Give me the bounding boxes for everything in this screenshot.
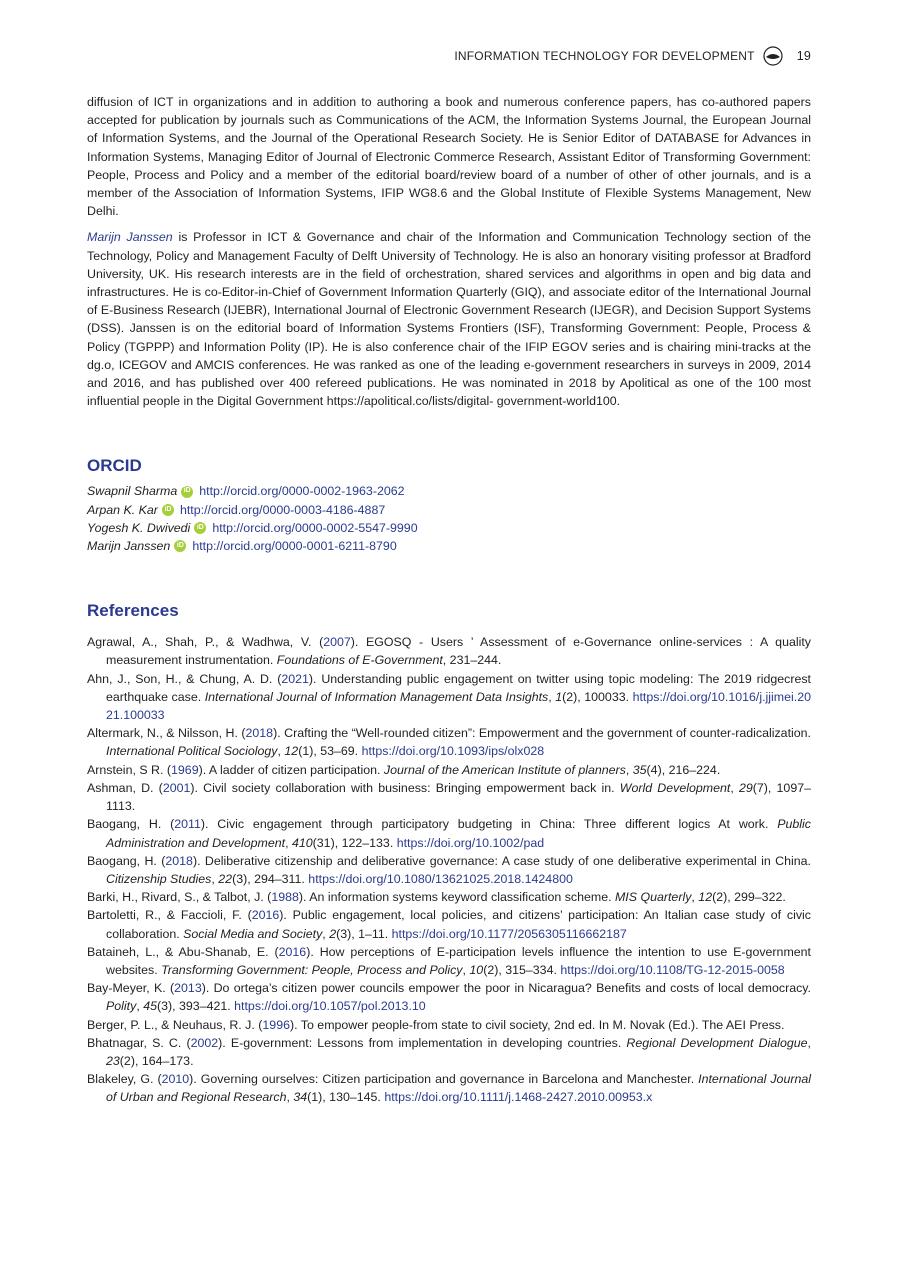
reference-title: ). Understanding public engagement on twitter using topic modeling: The 2019 ridgecrest earthquake case. bbox=[106, 671, 811, 704]
reference-volume: 22 bbox=[218, 871, 233, 886]
reference-year-link[interactable]: 2002 bbox=[190, 1035, 219, 1050]
reference-volume: 29 bbox=[738, 780, 753, 795]
reference-authors: Baogang, H. ( bbox=[87, 817, 175, 832]
reference-volume: 35 bbox=[632, 762, 647, 777]
reference-authors: Ahn, J., Son, H., & Chung, A. D. ( bbox=[87, 671, 282, 686]
reference-item: Ahn, J., Son, H., & Chung, A. D. (2021). Understanding public engagement on twitter using topic modeling: The 2019 ridgecrest earthquake case. International Journal of Information Management Data Insights, 1(2), 100033. https://doi.org/10.1016/j.jjimei.2021.100033 bbox=[87, 671, 811, 723]
reference-authors: Bay-Meyer, K. ( bbox=[87, 981, 175, 996]
reference-year-link[interactable]: 1996 bbox=[262, 1017, 290, 1032]
reference-title: ). Civic engagement through participatory budgeting in China: Three different logics At work. bbox=[200, 817, 778, 832]
reference-item: Bay-Meyer, K. (2013). Do ortega’s citizen power councils empower the poor in Nicaragua? Benefits and costs of local democracy. Polity, 45(3), 393–421. https://doi.org/10.1057/pol.2013.10 bbox=[87, 981, 811, 1014]
orcid-entry bbox=[87, 482, 811, 500]
references-list bbox=[87, 633, 811, 1106]
reference-volume: 12 bbox=[284, 744, 299, 759]
reference-venue: Foundations of E-Government bbox=[276, 653, 443, 668]
orcid-author-name: Arpan K. Kar bbox=[87, 502, 158, 517]
reference-authors: Blakeley, G. ( bbox=[87, 1072, 162, 1087]
orcid-entry bbox=[87, 501, 811, 519]
reference-venue: Citizenship Studies bbox=[106, 871, 212, 886]
author-name-link[interactable]: Marijn Janssen bbox=[87, 230, 173, 245]
bio-janssen-text: is Professor in ICT & Governance and chair of the Information and Communication Technology section of the Technology, Policy and Management Faculty of Delft University of Technology. He is also an honorary visiting professor at Bradford University, UK. His research interests are in the field of orchestration, shared services and algorithms in open and big data and infrastructures. He is co-Editor-in-Chief of Government Information Quarterly (GIQ), and associate editor of the International Journal of E-Business Research (IJEBR), International Journal of Electronic Government Research (IJEGR), and Decision Support Systems (DSS). Janssen is on the editorial board of Information Systems Frontiers (ISF), Transforming Government: People, Process & Policy (TGPPP) and Information Polity (IP). He is also conference chair of the IFIP EGOV series and is chairing mini-tracks at the dg.o, ICEGOV and AMCIS conferences. He was ranked as one of the leading e-government researchers in surveys in 2009, 2014 and 2016, and has published over 400 refereed publications. He was nominated in 2018 by Apolitical as one of the 100 most influential people in the Digital Government https://apolitical.co/lists/digital- government-world100. bbox=[87, 230, 811, 409]
reference-authors: Altermark, N., & Nilsson, H. ( bbox=[87, 726, 246, 741]
reference-authors: Arnstein, S R. ( bbox=[87, 762, 172, 777]
reference-title: ). E-government: Lessons from implementation in developing countries. bbox=[218, 1035, 627, 1050]
journal-logo-icon bbox=[763, 46, 783, 66]
reference-details: (2), 315–334. bbox=[483, 962, 561, 977]
reference-year-link[interactable]: 2018 bbox=[245, 726, 274, 741]
orcid-author-name: Swapnil Sharma bbox=[87, 484, 178, 499]
reference-volume: 12 bbox=[698, 890, 713, 905]
orcid-heading: ORCID bbox=[87, 456, 142, 476]
reference-details: (2), 100033. bbox=[562, 689, 633, 704]
reference-item bbox=[87, 633, 811, 669]
reference-venue: Public Administration and Development bbox=[106, 817, 811, 850]
reference-doi-link[interactable]: https://doi.org/10.1002/pad bbox=[396, 835, 545, 850]
reference-doi-link[interactable]: https://doi.org/10.1177/2056305116662187 bbox=[391, 926, 627, 941]
reference-authors: Agrawal, A., Shah, P., & Wadhwa, V. ( bbox=[87, 635, 324, 650]
reference-year-link[interactable]: 2001 bbox=[162, 780, 191, 795]
page-number: 19 bbox=[796, 49, 811, 63]
reference-venue: International Political Sociology bbox=[106, 744, 278, 759]
reference-volume: 410 bbox=[291, 835, 313, 850]
reference-venue: MIS Quarterly bbox=[614, 890, 692, 905]
main-content bbox=[87, 93, 811, 1107]
reference-title: ). How perceptions of E-participation levels influence the intention to use E-government websites. bbox=[106, 944, 811, 977]
reference-authors: Bhatnagar, S. C. ( bbox=[87, 1035, 191, 1050]
orcid-entry bbox=[87, 537, 811, 555]
bio-continued-paragraph: diffusion of ICT in organizations and in addition to authoring a book and numerous conference papers, has co-authored papers accepted for publication by journals such as Communications of the ACM, the Information Systems Journal, the European Journal of Information Systems, and the Journal of the Operational Research Society. He is Senior Editor of DATABASE for Advances in Information Systems, Managing Editor of Journal of Electronic Commerce Research, Assistant Editor of Transforming Government: People, Process and Policy and a member of the editorial board/review board of a number of other of other journals, and is a member of the Association of Information Systems, IFIP WG8.6 and the Global Institute of Flexible Systems Management, New Delhi. bbox=[87, 95, 811, 219]
reference-venue: International Journal of Urban and Regional Research bbox=[106, 1072, 811, 1105]
reference-item: Bataineh, L., & Abu-Shanab, E. (2016). How perceptions of E-participation levels influence the intention to use E-government websites. Transforming Government: People, Process and Policy, 10(2), 315–334. https://doi.org/10.1108/TG-12-2015-0058 bbox=[87, 944, 811, 977]
reference-details: (2), 299–322. bbox=[712, 890, 786, 905]
references-heading: References bbox=[87, 601, 179, 621]
reference-details: (1), 130–145. bbox=[307, 1090, 385, 1105]
reference-authors: Bartoletti, R., & Faccioli, F. ( bbox=[87, 908, 252, 923]
reference-doi-link[interactable]: https://doi.org/10.1093/ips/olx028 bbox=[361, 744, 545, 759]
reference-details: , 231–244. bbox=[442, 653, 502, 668]
journal-title: INFORMATION TECHNOLOGY FOR DEVELOPMENT bbox=[454, 49, 755, 63]
reference-year-link[interactable]: 1988 bbox=[271, 890, 299, 905]
reference-details: (3), 393–421. bbox=[157, 999, 235, 1014]
reference-item: Ashman, D. (2001). Civil society collaboration with business: Bringing empowerment back in. World Development, 29(7), 1097–1113. bbox=[87, 780, 811, 814]
orcid-icon[interactable]: iD bbox=[162, 504, 174, 516]
bio-janssen-paragraph bbox=[87, 228, 811, 410]
reference-year-link[interactable]: 2016 bbox=[251, 908, 280, 923]
reference-title: ). EGOSQ - Users ’ Assessment of e-Governance online-services : A quality measurement instrumentation. bbox=[106, 635, 811, 668]
reference-title: ). Public engagement, local policies, and citizens’ participation: An Italian case study of civic collaboration. bbox=[106, 908, 812, 941]
reference-title: ). Crafting the “Well-rounded citizen”: Empowerment and the government of counter-radicalization. bbox=[273, 726, 811, 741]
reference-venue: Journal of the American Institute of planners bbox=[383, 762, 626, 777]
reference-volume: 23 bbox=[106, 1053, 120, 1068]
reference-venue: World Development bbox=[619, 780, 731, 795]
reference-item: Blakeley, G. (2010). Governing ourselves: Citizen participation and governance in Barcelona and Manchester. International Journal of Urban and Regional Research, 34(1), 130–145. https://doi.org/10.1111/j.1468-2427.2010.00953.x bbox=[87, 1072, 811, 1105]
reference-doi-link[interactable]: https://doi.org/10.1111/j.1468-2427.2010.00953.x bbox=[384, 1090, 653, 1105]
reference-title: ). A ladder of citizen participation. bbox=[198, 762, 384, 777]
reference-authors: Barki, H., Rivard, S., & Talbot, J. ( bbox=[87, 890, 272, 905]
orcid-icon[interactable]: iD bbox=[174, 540, 186, 552]
reference-details: (31), 122–133. bbox=[312, 835, 397, 850]
reference-year-link[interactable]: 1969 bbox=[171, 762, 199, 777]
reference-year-link[interactable]: 2013 bbox=[174, 981, 202, 996]
reference-authors: Baogang, H. ( bbox=[87, 853, 166, 868]
reference-volume: 1 bbox=[555, 689, 563, 704]
reference-item bbox=[87, 1016, 811, 1034]
reference-details: (4), 216–224. bbox=[646, 762, 721, 777]
reference-year-link[interactable]: 2011 bbox=[174, 817, 201, 832]
reference-details: (7), 1097–1113. bbox=[106, 780, 811, 814]
reference-title: ). An information systems keyword classification scheme. bbox=[298, 890, 615, 905]
reference-title: ). Governing ourselves: Citizen participation and governance in Barcelona and Manchester. bbox=[189, 1072, 699, 1087]
orcid-list bbox=[87, 482, 811, 555]
reference-volume: 45 bbox=[143, 999, 157, 1014]
orcid-author-name: Marijn Janssen bbox=[87, 539, 171, 554]
reference-volume: 2 bbox=[329, 926, 337, 941]
reference-doi-link[interactable]: https://doi.org/10.1016/j.jjimei.2021.100033 bbox=[106, 689, 811, 723]
reference-title: ). To empower people-from state to civil society, 2nd ed. In M. Novak (Ed.). The AEI Press. bbox=[289, 1017, 785, 1032]
reference-venue: Social Media and Society bbox=[183, 926, 323, 941]
reference-venue: Polity bbox=[106, 999, 137, 1014]
reference-title: ). Do ortega’s citizen power councils empower the poor in Nicaragua? Benefits and costs of local democracy. bbox=[201, 981, 811, 996]
reference-venue: International Journal of Information Management Data Insights bbox=[204, 689, 549, 704]
reference-year-link[interactable]: 2018 bbox=[165, 853, 193, 868]
reference-venue: Transforming Government: People, Process and Policy bbox=[161, 962, 463, 977]
reference-item: Altermark, N., & Nilsson, H. (2018). Crafting the “Well-rounded citizen”: Empowerment and the government of counter-radicalization. International Political Sociology, 12(1), 53–69. https://doi.org/10.1093/ips/olx028 bbox=[87, 726, 811, 759]
reference-details: (1), 53–69. bbox=[298, 744, 362, 759]
reference-year-link[interactable]: 2021 bbox=[281, 671, 309, 686]
reference-item: Baogang, H. (2011). Civic engagement through participatory budgeting in China: Three different logics At work. Public Administration and Development, 410(31), 122–133. https://doi.org/10.1002/pad bbox=[87, 817, 811, 850]
reference-authors: Ashman, D. ( bbox=[87, 780, 163, 795]
reference-volume: 34 bbox=[293, 1090, 308, 1105]
orcid-link[interactable]: http://orcid.org/0000-0002-5547-9990 bbox=[212, 520, 418, 535]
orcid-icon[interactable]: iD bbox=[181, 486, 193, 498]
orcid-author-name: Yogesh K. Dwivedi bbox=[87, 520, 191, 535]
reference-item: Bhatnagar, S. C. (2002). E-government: Lessons from implementation in developing countries. Regional Development Dialogue, 23(2), 164–173. bbox=[87, 1035, 811, 1068]
reference-details: (3), 294–311. bbox=[232, 871, 309, 886]
reference-title: ). Civil society collaboration with business: Bringing empowerment back in. bbox=[190, 780, 620, 795]
reference-year-link[interactable]: 2010 bbox=[161, 1072, 190, 1087]
reference-doi-link[interactable]: https://doi.org/10.1080/13621025.2018.1424800 bbox=[308, 871, 573, 886]
reference-authors: Berger, P. L., & Neuhaus, R. J. ( bbox=[87, 1017, 263, 1032]
reference-venue: Regional Development Dialogue bbox=[626, 1035, 808, 1050]
running-head bbox=[454, 46, 811, 66]
reference-details: (2), 164–173. bbox=[119, 1053, 194, 1068]
orcid-link[interactable]: http://orcid.org/0000-0001-6211-8790 bbox=[192, 539, 397, 554]
reference-doi-link[interactable]: https://doi.org/10.1057/pol.2013.10 bbox=[234, 999, 426, 1014]
reference-item: Bartoletti, R., & Faccioli, F. (2016). Public engagement, local policies, and citizens’ participation: An Italian case study of civic collaboration. Social Media and Society, 2(3), 1–11. https://doi.org/10.1177/2056305116662187 bbox=[87, 908, 812, 941]
reference-item: Baogang, H. (2018). Deliberative citizenship and deliberative governance: A case study of one deliberative experimental in China. Citizenship Studies, 22(3), 294–311. https://doi.org/10.1080/13621025.2018.1424800 bbox=[87, 853, 811, 886]
reference-volume: 10 bbox=[469, 962, 484, 977]
orcid-entry bbox=[87, 519, 811, 537]
reference-authors: Bataineh, L., & Abu-Shanab, E. ( bbox=[87, 944, 279, 959]
reference-title: ). Deliberative citizenship and deliberative governance: A case study of one deliberative experimental in China. bbox=[192, 853, 811, 868]
reference-details: (3), 1–11. bbox=[336, 926, 392, 941]
reference-item: Barki, H., Rivard, S., & Talbot, J. (1988). An information systems keyword classification scheme. MIS Quarterly, 12(2), 299–322. bbox=[87, 890, 786, 905]
reference-year-link[interactable]: 2016 bbox=[278, 944, 307, 959]
orcid-icon[interactable]: iD bbox=[194, 522, 206, 534]
orcid-link[interactable]: http://orcid.org/0000-0002-1963-2062 bbox=[199, 484, 405, 499]
orcid-link[interactable]: http://orcid.org/0000-0003-4186-4887 bbox=[179, 502, 386, 517]
reference-item: Arnstein, S R. (1969). A ladder of citizen participation. Journal of the American Institute of planners, 35(4), 216–224. bbox=[87, 762, 721, 777]
reference-year-link[interactable]: 2007 bbox=[323, 635, 351, 650]
reference-doi-link[interactable]: https://doi.org/10.1108/TG-12-2015-0058 bbox=[560, 962, 785, 977]
